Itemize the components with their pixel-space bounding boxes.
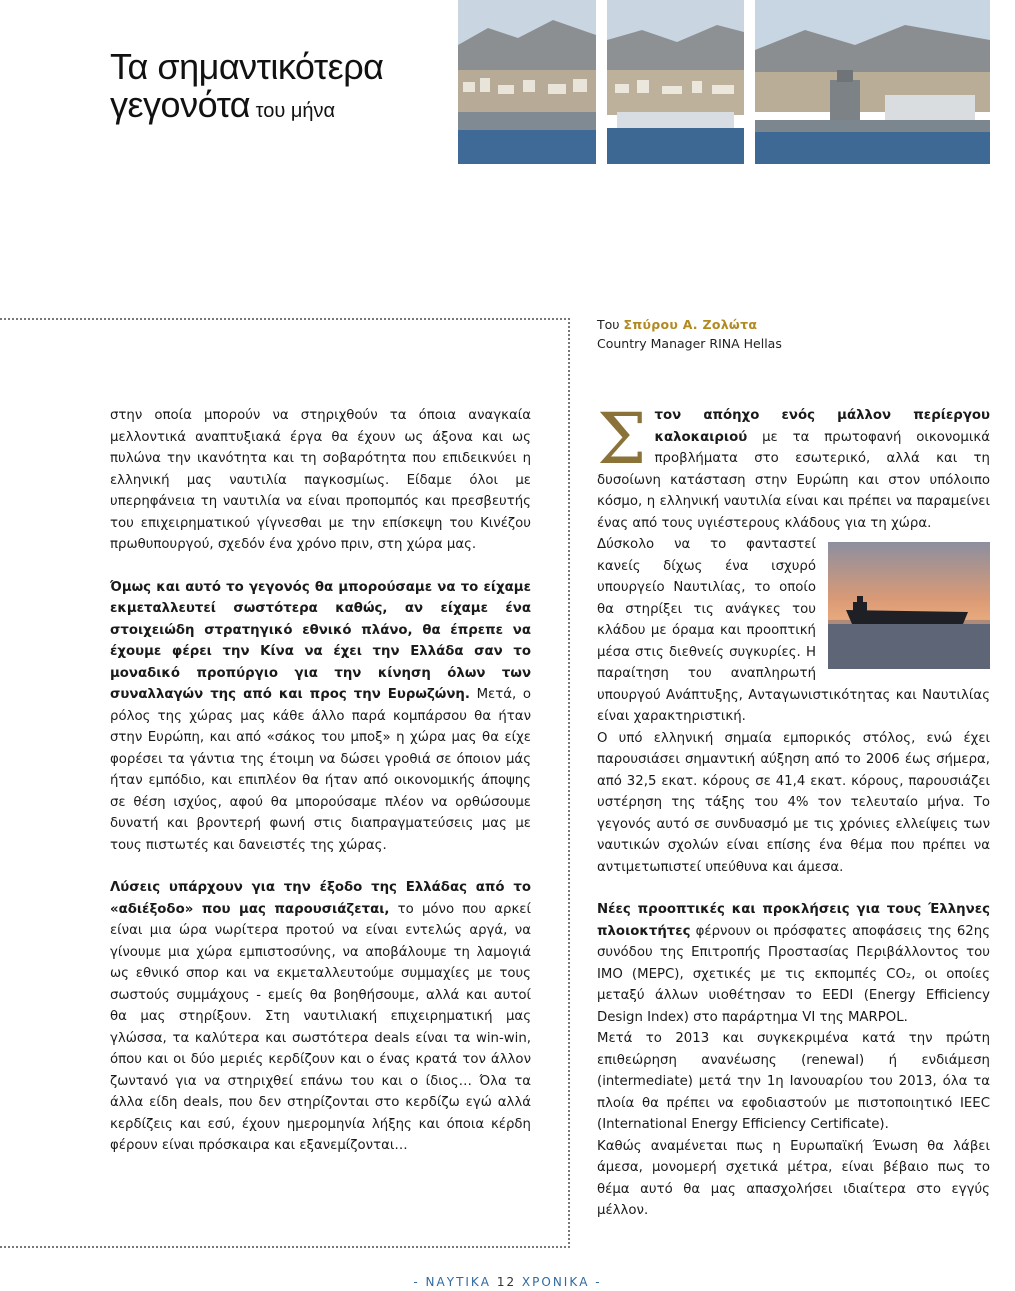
right-paragraph-4-body: φέρνουν οι πρόσφατες αποφάσεις της 62ης συνόδου της Επιτροπής Προστασίας Περιβάλλοντος του ΙΜΟ (MEPC), σχετικές με τις εκπομπές CO₂, οι οποίες μεταξύ άλλων υιοθέτησαν το EEDI (Energy Efficiency Design Index) στο παράρτημα VI της MARPOL. <box>597 923 990 1025</box>
dotted-divider-bottom <box>0 1246 570 1248</box>
left-paragraph-3-body: το μόνο που αρκεί είναι μια ώρα νωρίτερα προτού να είναι εντελώς αργά, να γίνουμε μια χώρα εμπιστοσύνης, να αποβάλουμε τη λαμογιά ως εθνικό σπορ και να εκμεταλλευτούμε συμμαχίες με τους σωστούς συμμάχους - εμείς θα βοηθήσουμε, αλλά και αυτοί θα μας στηρίξουν. Στη ναυτιλιακή επιχειρηματική μας γλώσσα, τα καλύτερα και σωστότερα deals είναι τα win-win, όπου και οι δύο μεριές κερδίζουν και ο ένας κρατά τον άλλον ζωντανό για να στηριχθεί επάνω του και ο ίδιος… Όλα τα άλλα είδη deals, που δεν στηρίζονται στο κερδίζω εγώ αλλά κερδίζεις και εσύ, έχουν ημερομηνία λήξης και όποια κέρδη φέρουν είναι πρόσκαιρα και εξανεμίζονται… <box>110 901 531 1153</box>
right-intro-body: με τα πρωτοφανή οικονομικά προβλήματα στο εσωτερικό, αλλά και τη δυσοίωνη κατάσταση στην Ευρώπη και στον υπόλοιπο κόσμο, η ελληνική ναυτιλία είναι και πρέπει να παραμείνει ένας από τους υγιέστερους κλάδους για τη χώρα. <box>597 429 990 531</box>
left-paragraph-3-lead: Λύσεις υπάρχουν για την έξοδο της Ελλάδας από το «αδιέξοδο» που μας παρουσιάζεται, <box>110 880 531 917</box>
right-intro-lead: τον απόηχο ενός μάλλον περίεργου καλοκαιριού <box>654 408 990 445</box>
left-paragraph-2-body: Μετά, ο ρόλος της χώρας μας κάθε άλλο παρά κομπάρσου θα ήταν στην Ευρώπη, και από «σάκος του μποξ» η χώρα μας θα είχε φορέσει τα γάντια της έτοιμη να δώσει γροθιά σε όποιον μάς ήταν εμπόδιο, και επιπλέον θα ήταν από οικονομικής άποψης σε θέση ισχύος, αφού θα μπορούσαμε πλέον να ορθώσουμε δυνατή και βροντερή φωνή στις διαπραγματεύσεις μας με τους πιστωτές και δανειστές της χώρας. <box>110 687 531 853</box>
right-paragraph-2: Δύσκολο να το φανταστεί κανείς δίχως ένα ισχυρό υπουργείο Ναυτιλίας, το οποίο θα στηρίξει τις ανάγκες του κλάδου με όραμα και προοπτική μέσα στις διεθνείς συγκυρίες. Η παραίτηση του αναπληρωτή υπουργού Ανάπτυξης, Ανταγωνιστικότητας και Ναυτιλίας είναι χαρακτηριστική. <box>597 537 990 724</box>
title-line-2 <box>110 86 384 130</box>
harbor-photo-3 <box>755 0 990 164</box>
drop-cap: Σ <box>597 398 647 480</box>
page-footer <box>0 1275 1015 1289</box>
article-title <box>110 48 384 130</box>
footer-left: - ΝΑΥΤΙΚΑ <box>413 1275 497 1289</box>
right-paragraph-3: Ο υπό ελληνική σημαία εμπορικός στόλος, ενώ έχει παρουσιάσει σημαντική αύξηση από το 2006 έως σήμερα, από 32,5 εκατ. κόρους σε 41,4 εκατ. κόρους, παρουσιάζει υστέρηση της τάξης του 4% τον τελευταίο μήνα. Το γεγονός αυτό σε συνδυασμό με τις χρόνιες ελλείψεις των ναυτικών σχολών είναι επίσης ένα θέμα που πρέπει να αντιμετωπιστεί υπεύθυνα και άμεσα. <box>597 730 990 875</box>
title-line-1: Τα σημαντικότερα <box>110 46 384 87</box>
right-paragraph-5: Μετά το 2013 και συγκεκριμένα κατά την πρώτη επιθεώρηση ανανέωσης (renewal) ή ενδιάμεση (intermediate) μετά την 1η Ιανουαρίου του 2013, όλα τα πλοία θα πρέπει να εφοδιαστούν με πιστοποιητικό IEEC (International Energy Efficiency Certificate). <box>597 1031 990 1132</box>
ship-sunset-photo <box>828 542 990 669</box>
page-number: 12 <box>496 1275 517 1289</box>
footer-right: ΧΡΟΝΙΚΑ - <box>516 1275 602 1289</box>
right-intro-paragraph <box>597 398 990 534</box>
author-role: Country Manager RINA Hellas <box>597 336 782 351</box>
left-paragraph-3 <box>110 877 531 1157</box>
left-paragraph-2 <box>110 577 531 857</box>
left-column <box>110 405 531 1178</box>
left-paragraph-1: στην οποία μπορούν να στηριχθούν τα όποια αναγκαία μελλοντικά αναπτυξιακά έργα θα έχουν ως άξονα και ως πυλώνα την ικανότητα και τη σοβαρότητα που επιδεικνύει η ελληνική μας ναυτιλία παγκοσμίως. Είδαμε όλοι με υπερηφάνεια τη ναυτιλία να είναι προπομπός και πρεσβευτής του επιχειρηματικού γίγνεσθαι με την επίσκεψη του Κινέζου πρωθυπουργού, σχεδόν ένα χρόνο πριν, στη χώρα μας. <box>110 408 531 552</box>
right-paragraph-6: Καθώς αναμένεται πως η Ευρωπαϊκή Ένωση θα λάβει άμεσα, μονομερή σχετικά μέτρα, είναι βέβαιο πως το θέμα αυτό θα μας απασχολήσει ιδιαίτερα στο εγγύς μέλλον. <box>597 1138 990 1218</box>
title-line-2-main: γεγονότα <box>110 84 251 125</box>
right-paragraph-4 <box>597 899 990 1028</box>
author-byline <box>597 315 782 353</box>
author-name: Σπύρου Α. Ζολώτα <box>623 317 758 332</box>
dotted-divider-vertical <box>568 318 570 1248</box>
dotted-divider-top <box>0 318 570 320</box>
right-paragraph-4-lead: Νέες προοπτικές και προκλήσεις για τους Έλληνες πλοιοκτήτες <box>597 902 990 939</box>
harbor-photo-2 <box>607 0 744 164</box>
title-line-2-suffix: του μήνα <box>250 100 336 122</box>
harbor-photo-1 <box>458 0 596 164</box>
author-prefix: Του <box>597 317 624 332</box>
right-column <box>597 398 990 1222</box>
left-paragraph-2-lead: Όμως και αυτό το γεγονός θα μπορούσαμε να το είχαμε εκμεταλλευτεί σωστότερα καθώς, αν είχαμε ένα στοιχειώδη στρατηγικό εθνικό πλάνο, θα έπρεπε να έχουμε φέρει την Κίνα να έχει την Ελλάδα σαν το μοναδικό προπύργιο για την κίνηση όλων των συναλλαγών της από και προς την Ευρωζώνη. <box>110 579 531 702</box>
